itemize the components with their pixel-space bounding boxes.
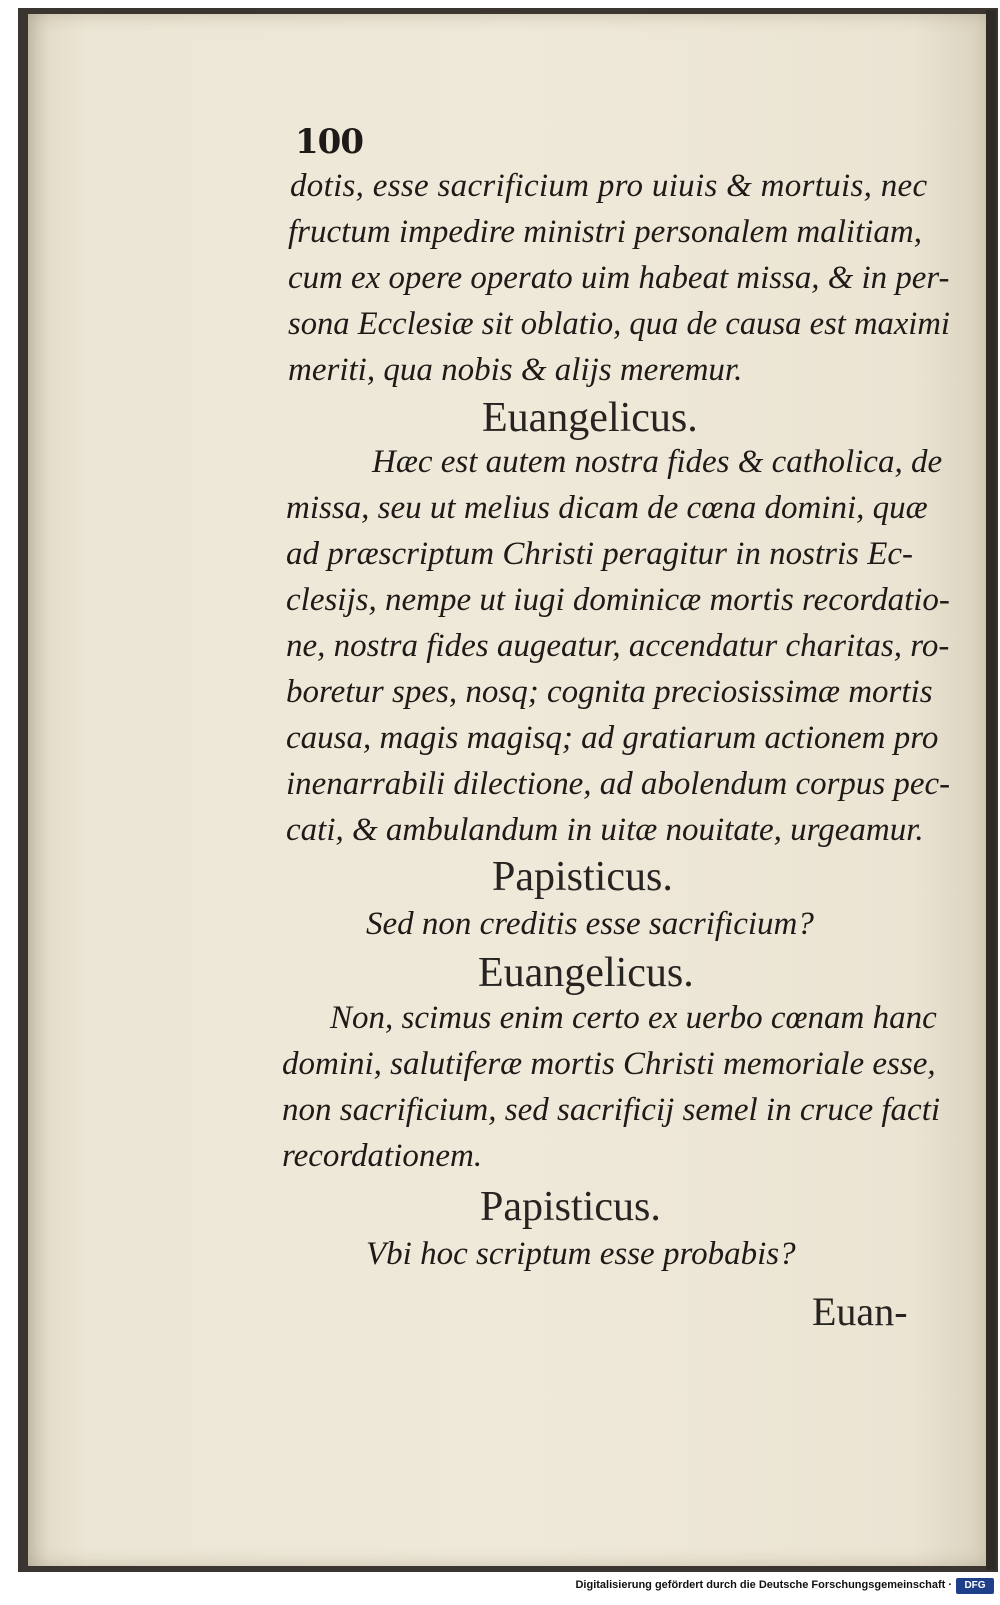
text-line: non sacrificium, sed sacrificij semel in cruce facti	[282, 1092, 941, 1128]
dfg-logo-icon: DFG	[956, 1578, 994, 1594]
text-line: Non, scimus enim certo ex uerbo cœnam hanc	[330, 1000, 937, 1036]
text-line: recordationem.	[282, 1138, 483, 1174]
text-line: meriti, qua nobis & alijs meremur.	[288, 352, 743, 388]
digitization-credit: Digitalisierung gefördert durch die Deutsche Forschungsgemeinschaft ·	[575, 1579, 952, 1591]
text-line: Vbi hoc scriptum esse probabis?	[366, 1236, 796, 1272]
text-line: Hæc est autem nostra fides & catholica, de	[372, 444, 943, 480]
page-edge	[986, 10, 996, 1570]
text-line: Sed non creditis esse sacrificium?	[366, 906, 814, 942]
catchword: Euan-	[812, 1289, 908, 1334]
text-line: cati, & ambulandum in uitæ nouitate, urgeamur.	[286, 812, 924, 848]
page-number: 100	[295, 122, 363, 162]
speaker-heading: Papisticus.	[492, 854, 673, 900]
text-line: boretur spes, nosq; cognita preciosissimæ mortis	[286, 674, 933, 710]
text-line: fructum impedire ministri personalem malitiam,	[288, 214, 922, 250]
text-line: domini, salutiferæ mortis Christi memoriale esse,	[282, 1046, 936, 1082]
text-line: ad præscriptum Christi peragitur in nostris Ec-	[286, 536, 914, 572]
text-line: cum ex opere operato uim habeat missa, & in per-	[288, 260, 950, 296]
speaker-heading: Euangelicus.	[482, 395, 698, 441]
text-line: sona Ecclesiæ sit oblatio, qua de causa est maximi	[288, 306, 950, 342]
text-line: dotis, esse sacrificium pro uiuis & mortuis, nec	[290, 168, 928, 204]
text-line: causa, magis magisq; ad gratiarum actionem pro	[286, 720, 939, 756]
speaker-heading: Euangelicus.	[478, 950, 694, 996]
speaker-heading: Papisticus.	[480, 1184, 661, 1230]
text-line: clesijs, nempe ut iugi dominicæ mortis recordatio-	[286, 582, 950, 618]
text-line: ne, nostra fides augeatur, accendatur charitas, ro-	[286, 628, 950, 664]
text-line: inenarrabili dilectione, ad abolendum corpus pec-	[286, 766, 951, 802]
text-line: missa, seu ut melius dicam de cœna domini, quæ	[286, 490, 928, 526]
